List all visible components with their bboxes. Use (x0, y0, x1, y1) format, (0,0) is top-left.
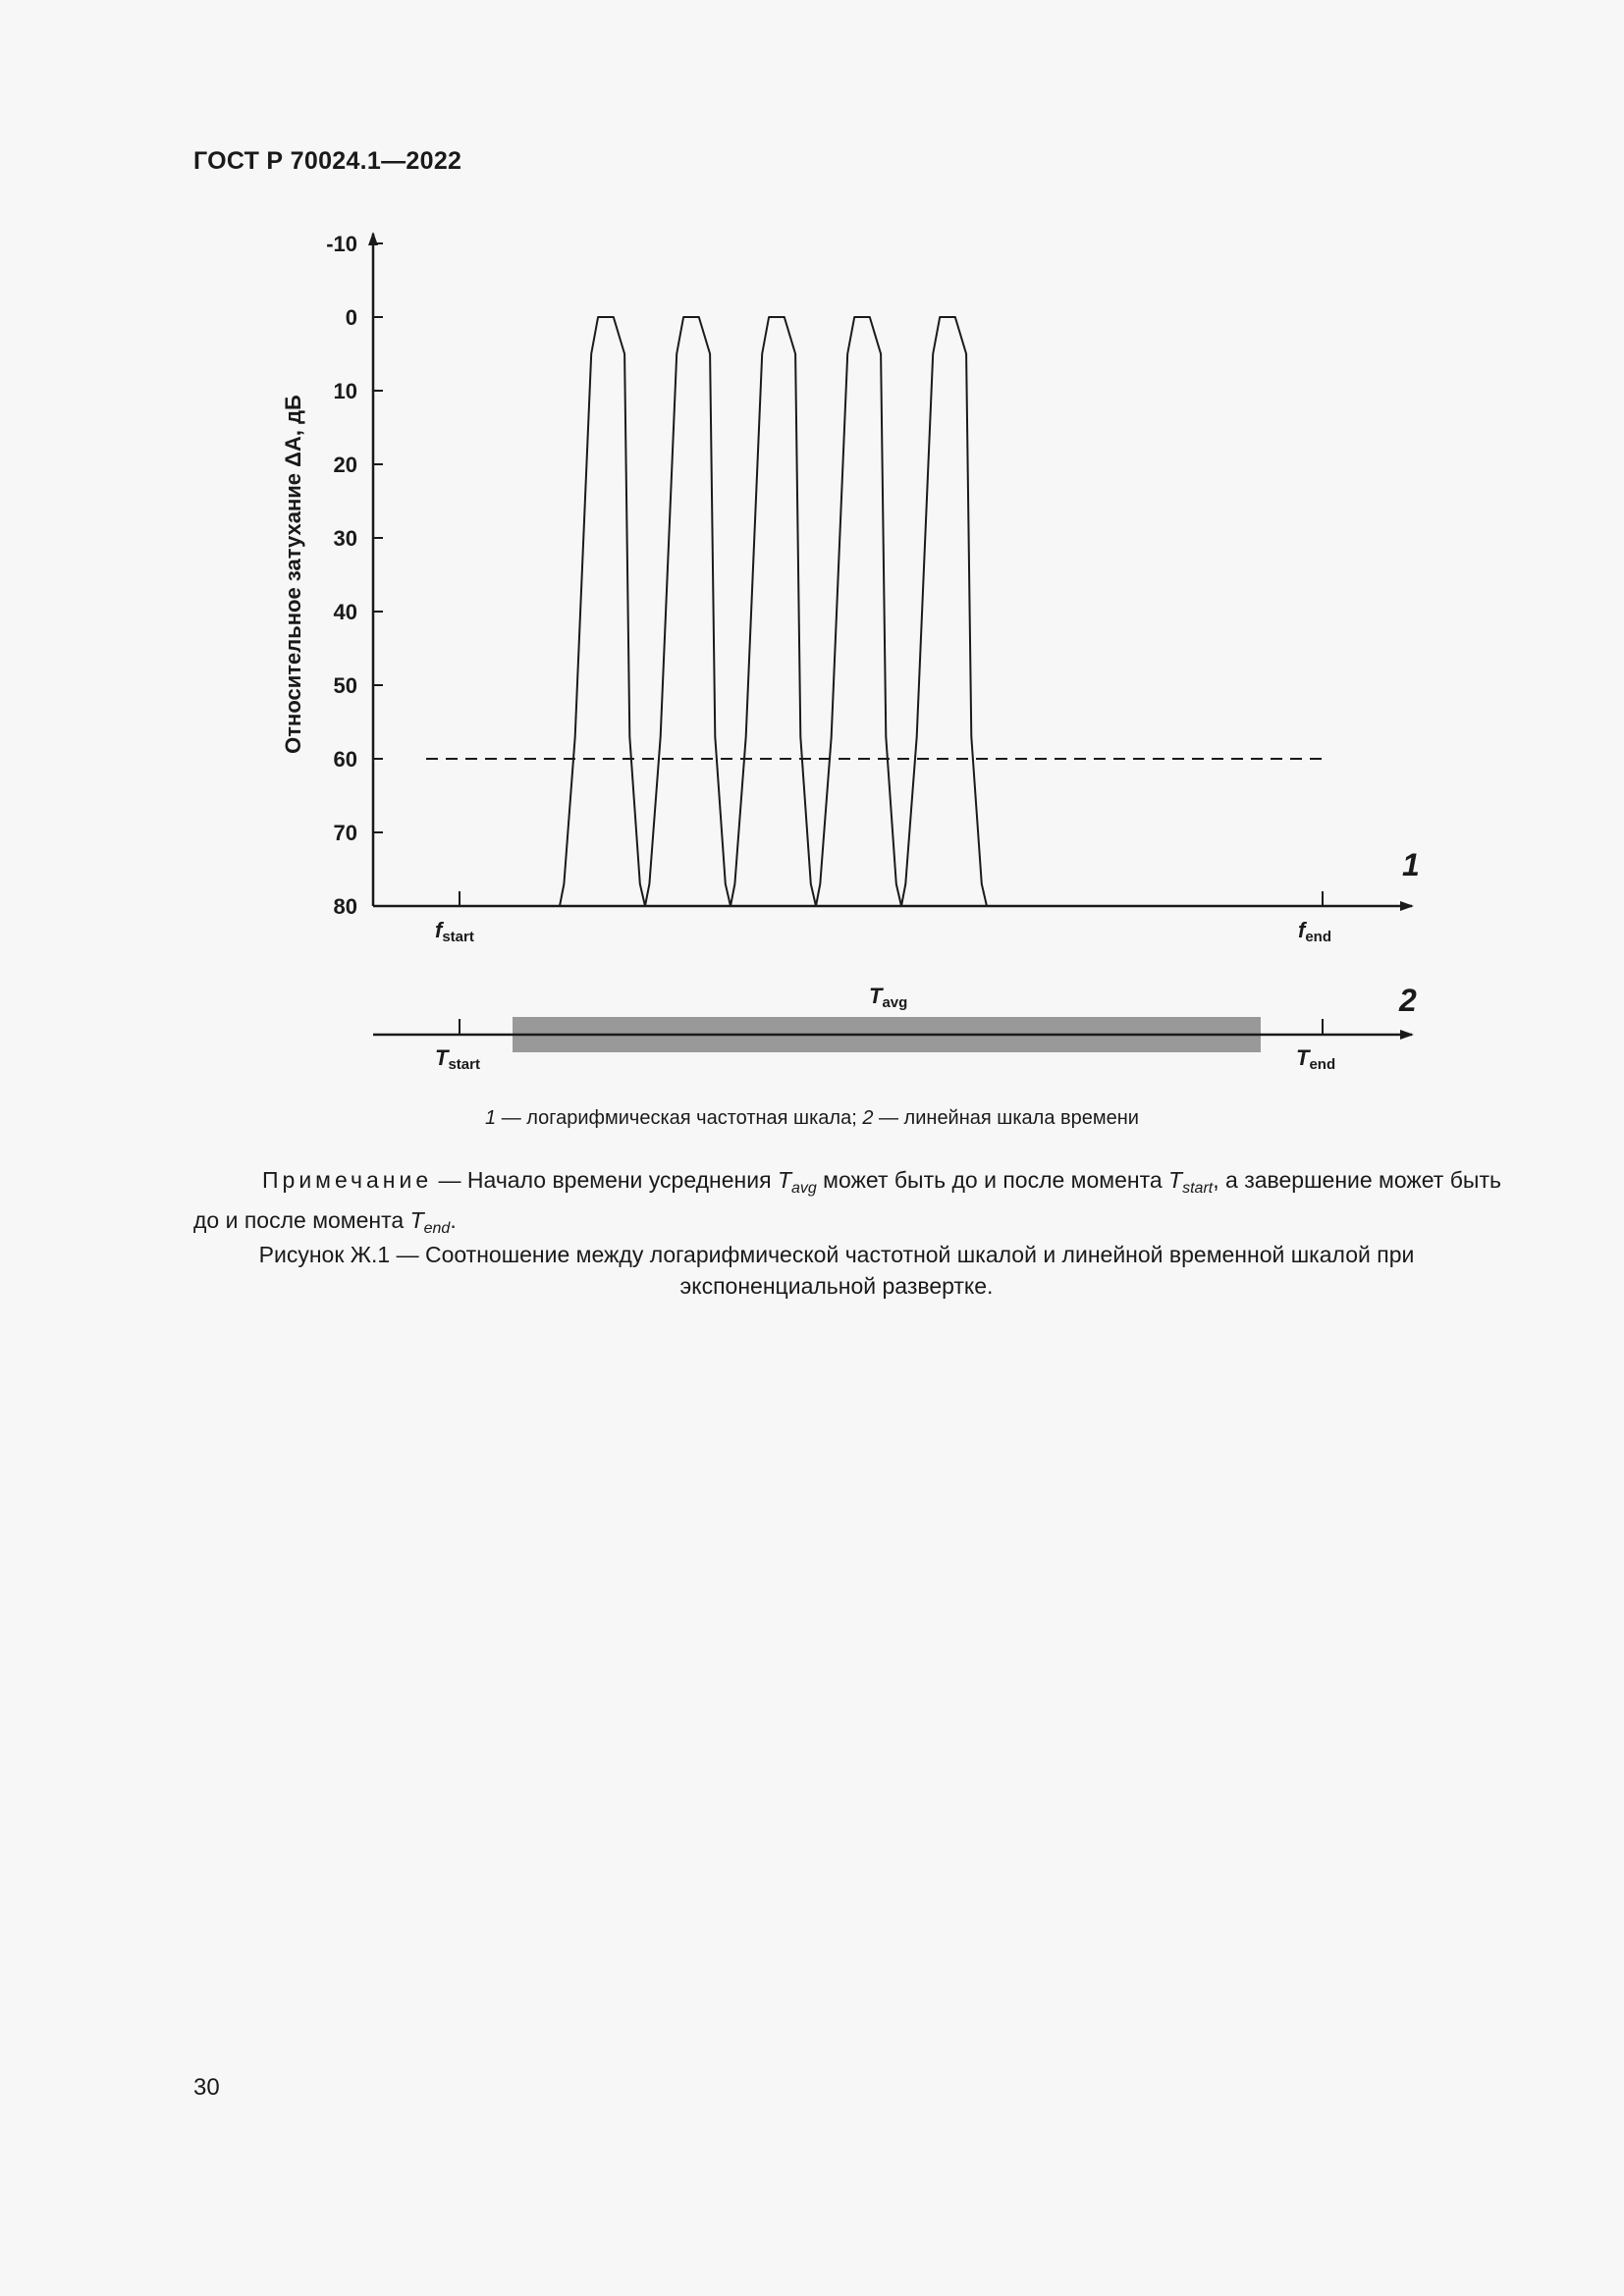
y-tick-label: 20 (333, 453, 357, 477)
time-axis-number: 2 (1399, 983, 1417, 1018)
y-tick-label: 60 (333, 747, 357, 772)
filter-curve-4 (816, 317, 901, 906)
filter-curve-5 (901, 317, 987, 906)
y-tick-label: 0 (345, 305, 357, 330)
y-tick-label: 30 (333, 526, 357, 551)
y-axis-label: Относительное затухание ΔA, дБ (281, 395, 305, 754)
y-tick-label: 40 (333, 600, 357, 624)
t-start-label: Tstart (435, 1045, 480, 1073)
y-tick-label: 70 (333, 821, 357, 845)
t-end-label: Tend (1296, 1045, 1336, 1073)
note-lead: Примечание (262, 1167, 433, 1193)
y-tick-label: 10 (333, 379, 357, 403)
f-end-label: fend (1298, 918, 1331, 945)
document-standard-id: ГОСТ Р 70024.1—2022 (193, 147, 462, 175)
y-tick-label: 80 (333, 894, 357, 919)
y-tick-label: 50 (333, 673, 357, 698)
filter-curve-1 (560, 317, 645, 906)
figure-caption: Рисунок Ж.1 — Соотношение между логарифмической частотной шкалой и линейной временной шкалой при экспоненциальной развертке. (258, 1242, 1415, 1299)
y-axis-ticks (326, 232, 383, 919)
frequency-axis-number: 1 (1402, 847, 1420, 882)
filter-curve-3 (731, 317, 816, 906)
filter-curves (560, 317, 987, 906)
filter-curve-2 (645, 317, 731, 906)
t-avg-label: Tavg (869, 984, 908, 1011)
frequency-time-figure (0, 0, 1624, 1109)
y-tick-label: -10 (326, 232, 357, 256)
f-start-label: fstart (435, 918, 474, 945)
figure-note: Примечание — Начало времени усреднения $T_{avg}$ может быть до и после момента $T_{start}$, а завершение может быть до и после момента $T_{end}$. (193, 1167, 1501, 1237)
page-number: 30 (193, 2074, 220, 2101)
figure-legend: 1 — логарифмическая частотная шкала; 2 — линейная шкала времени (485, 1107, 1139, 1129)
